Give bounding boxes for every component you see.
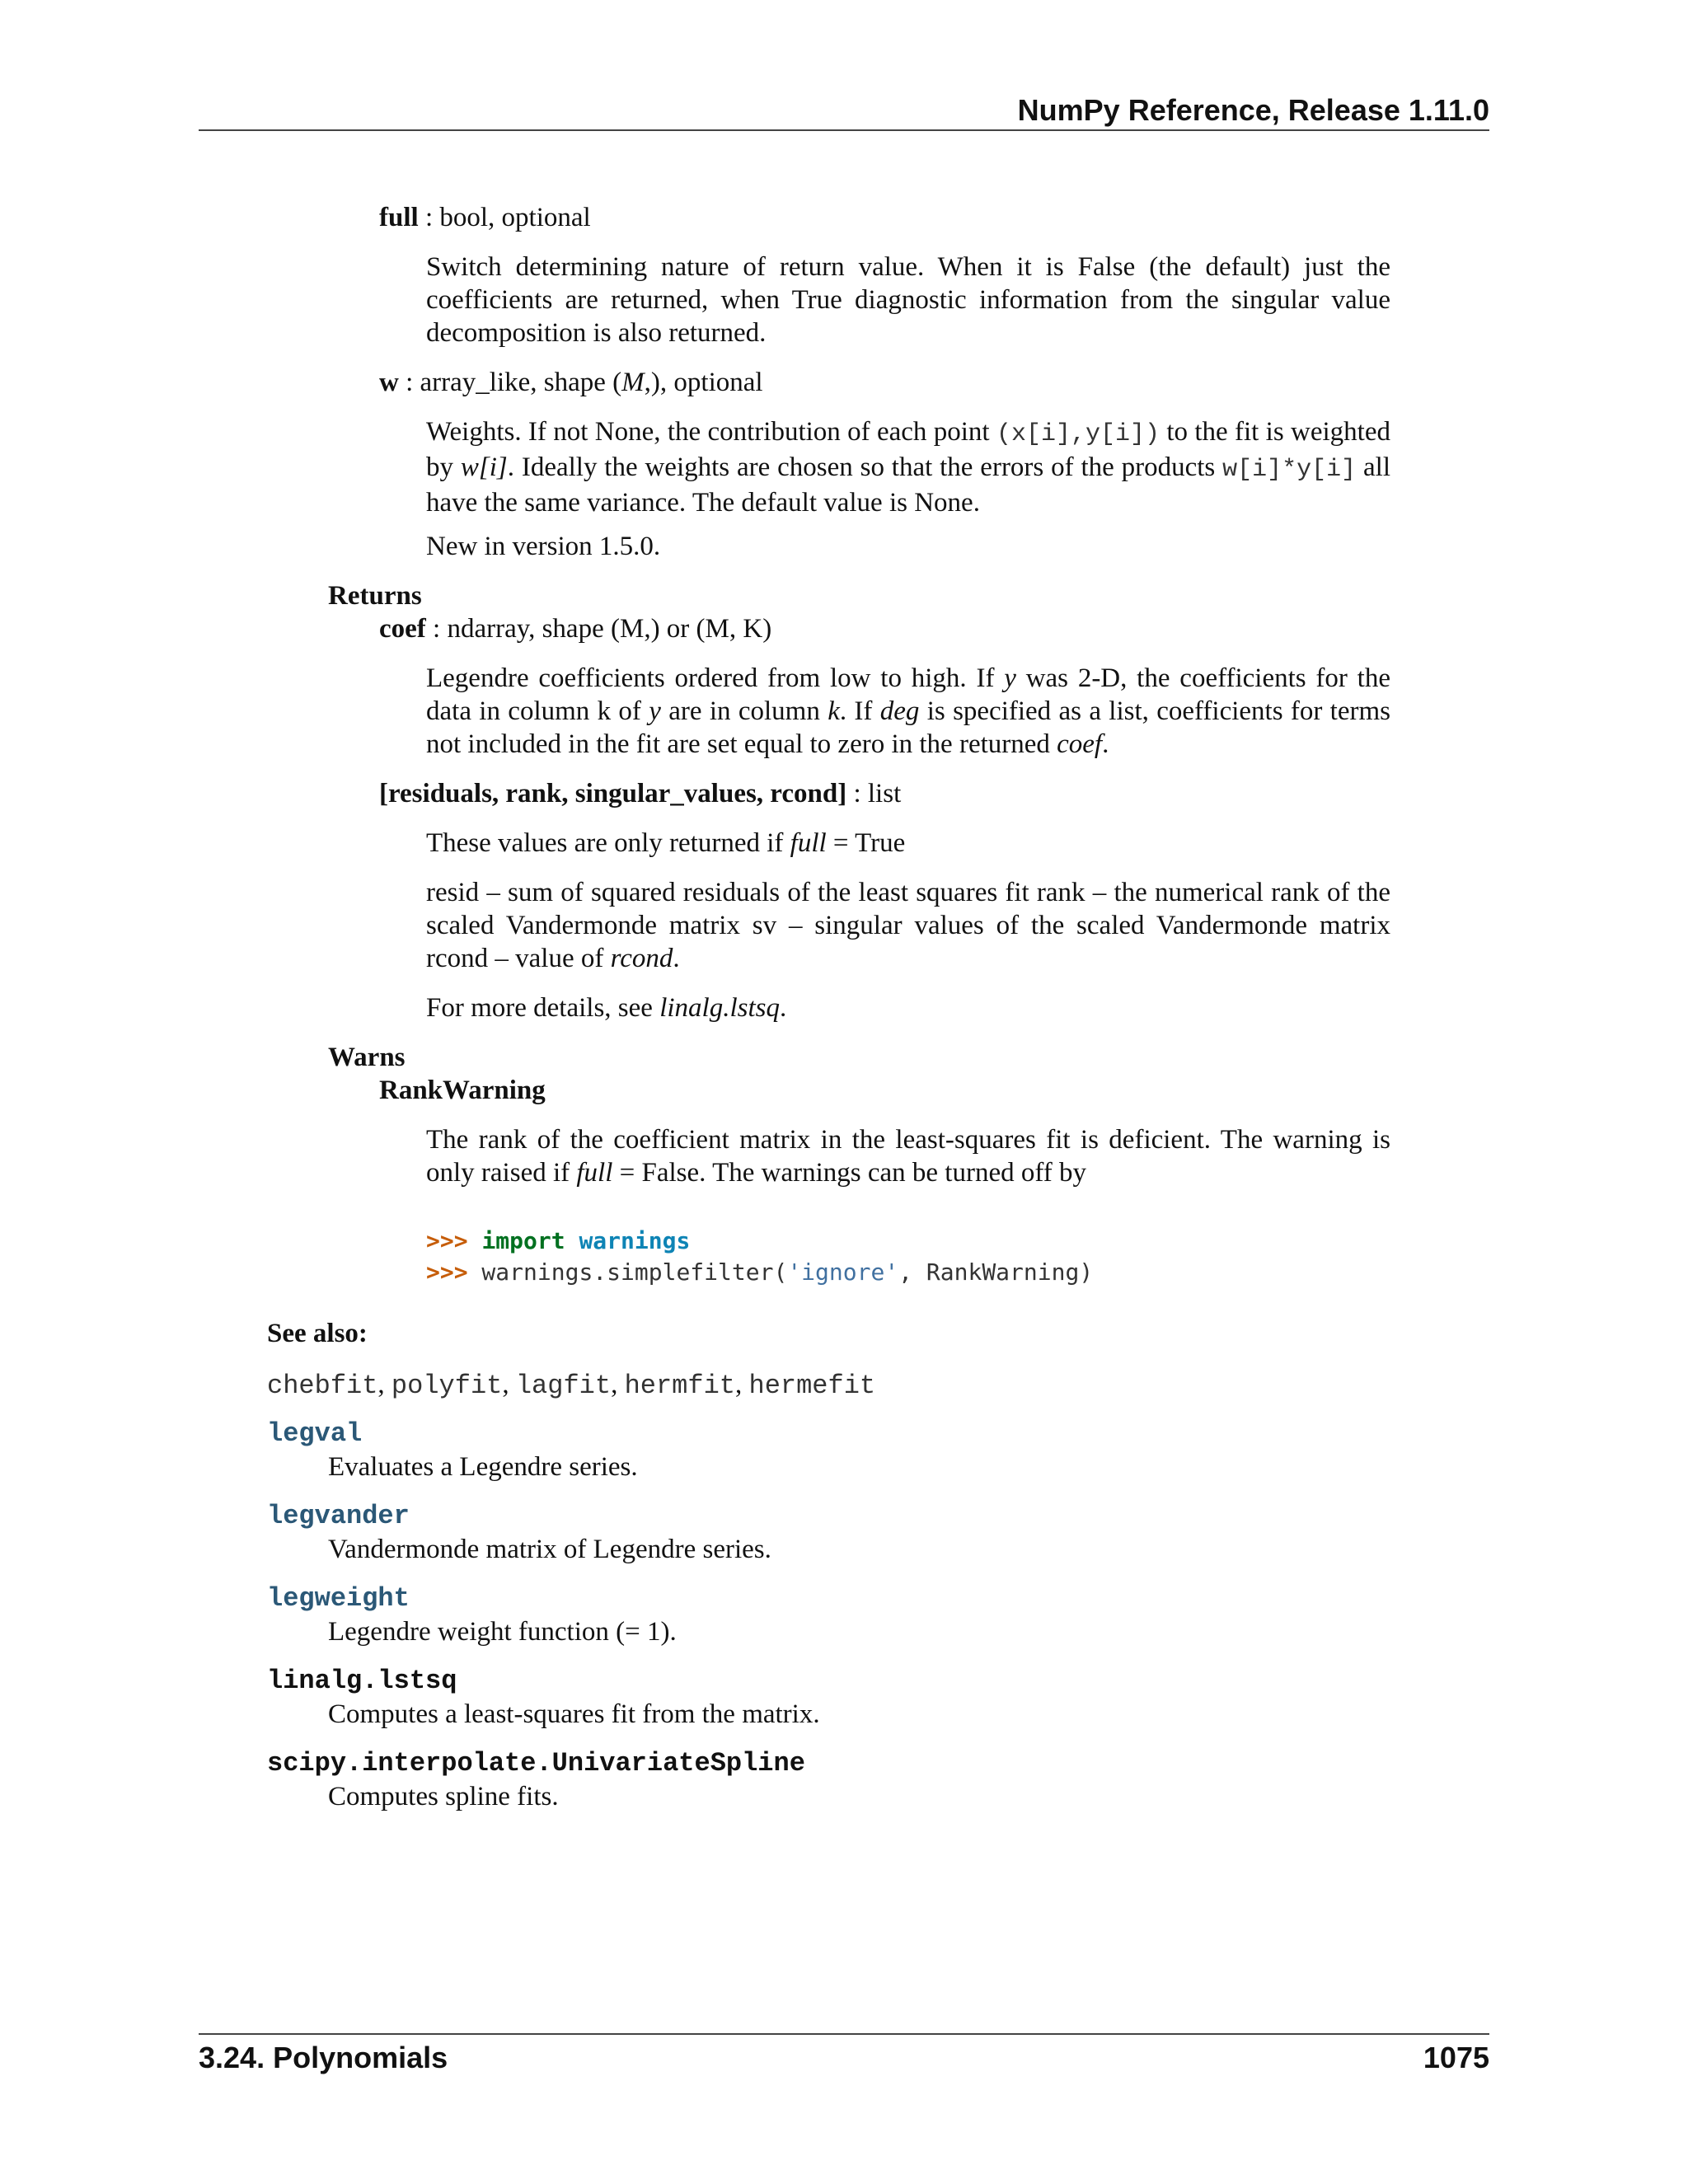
- param-full-type: : bool, optional: [418, 203, 591, 232]
- see-also-chebfit: chebfit: [267, 1371, 378, 1401]
- w-desc-code-2: w[i]*y[i]: [1222, 456, 1357, 484]
- running-header-title: NumPy Reference, Release 1.11.0: [1017, 93, 1489, 127]
- res-l2-post: .: [673, 944, 680, 973]
- see-also-link-legval[interactable]: legval: [267, 1418, 363, 1449]
- code-call-string: 'ignore': [787, 1258, 899, 1286]
- coef-desc-2: was 2-D, the coefficients for the data in column k of: [426, 663, 1390, 726]
- see-also-hermfit: hermfit: [624, 1371, 735, 1401]
- footer-page-number: 1075: [1423, 2041, 1489, 2074]
- coef-desc-y1: y: [1004, 663, 1016, 693]
- see-also-ref-linalg-lstsq: linalg.lstsq: [267, 1666, 457, 1696]
- warns-desc-full: full: [576, 1158, 613, 1188]
- res-l3-it: linalg.lstsq: [659, 993, 780, 1023]
- return-residuals-name: [residuals, rank, singular_values, rcond]: [379, 779, 847, 808]
- res-l1-post: = True: [826, 828, 906, 858]
- warns-desc-1: The rank of the coefficient matrix in the least-squares fit is deficient. The warning is only raised if: [426, 1125, 1390, 1188]
- w-desc-code-1: (x[i],y[i]): [996, 420, 1160, 448]
- code-line-2: [426, 1257, 1093, 1288]
- warns-heading: Warns: [328, 1043, 406, 1072]
- res-l3-post: .: [779, 993, 787, 1023]
- residuals-line-1: [426, 827, 905, 860]
- return-coef: [379, 612, 771, 645]
- see-also-hermefit: hermefit: [748, 1371, 876, 1401]
- return-coef-name: coef: [379, 614, 426, 644]
- returns-heading: Returns: [328, 581, 422, 611]
- coef-desc-1: Legendre coefficients ordered from low to high. If: [426, 663, 1005, 693]
- see-also-desc-legvander: Vandermonde matrix of Legendre series.: [328, 1535, 771, 1564]
- see-also-polyfit: polyfit: [391, 1371, 503, 1401]
- res-l1-pre: These values are only returned if: [426, 828, 790, 858]
- param-w-name: w: [379, 368, 399, 397]
- param-w-type-pre: : array_like, shape (: [398, 368, 622, 397]
- code-prompt-2: >>>: [426, 1258, 468, 1286]
- return-residuals: [379, 777, 901, 810]
- see-also-desc-legval: Evaluates a Legendre series.: [328, 1452, 638, 1482]
- warns-rankwarning: RankWarning: [379, 1076, 546, 1105]
- param-full-name: full: [379, 203, 419, 232]
- res-l2-it: rcond: [610, 944, 673, 973]
- w-desc-italic-1: w[i]: [460, 452, 508, 482]
- coef-desc-6: .: [1102, 729, 1109, 759]
- res-l1-it: full: [790, 828, 827, 858]
- see-also-lagfit: lagfit: [515, 1371, 612, 1401]
- residuals-line-3: [426, 991, 786, 1024]
- return-residuals-type: : list: [846, 779, 902, 808]
- coef-desc-5: is specified as a list, coefficients for terms not included in the fit are set equal to zero in the returned: [426, 696, 1391, 759]
- warns-desc-2: = False. The warnings can be turned off by: [612, 1158, 1086, 1188]
- w-desc-1: Weights. If not None, the contribution of each point: [426, 417, 996, 447]
- see-also-desc-linalg-lstsq: Computes a least-squares fit from the matrix.: [328, 1699, 820, 1729]
- res-l3-pre: For more details, see: [426, 993, 660, 1023]
- param-w-type-post: ,), optional: [644, 368, 763, 397]
- see-also-desc-univariatespline: Computes spline fits.: [328, 1782, 559, 1811]
- code-line-1: [426, 1226, 690, 1257]
- param-w-desc: [426, 415, 1390, 519]
- warns-desc: [426, 1123, 1390, 1189]
- return-coef-type: : ndarray, shape (M,) or (M, K): [425, 614, 772, 644]
- see-also-link-legweight[interactable]: legweight: [267, 1583, 410, 1614]
- coef-desc-y2: y: [649, 696, 661, 726]
- see-also-ref-univariatespline: scipy.interpolate.UnivariateSpline: [267, 1748, 805, 1779]
- param-w-type-italic: M: [621, 368, 645, 397]
- coef-desc-deg: deg: [879, 696, 920, 726]
- return-coef-desc: [426, 662, 1390, 761]
- w-desc-3: . Ideally the weights are chosen so that the errors of the products: [507, 452, 1223, 482]
- footer-rule: [199, 2033, 1489, 2035]
- w-desc-2: to the fit is weighted by: [426, 417, 1390, 482]
- param-full: [379, 201, 591, 234]
- param-w: [379, 366, 763, 399]
- res-l2-pre: resid – sum of squared residuals of the least squares fit rank – the numerical rank of the scaled Vandermonde matrix sv – singular values of the scaled Vandermonde matrix rcond – value of: [426, 878, 1390, 973]
- w-desc-4: all have the same variance. The default value is None.: [426, 452, 1390, 518]
- code-module-name: warnings: [579, 1227, 691, 1254]
- code-call-post: , RankWarning): [898, 1258, 1094, 1286]
- see-also-desc-legweight: Legendre weight function (= 1).: [328, 1617, 677, 1647]
- coef-desc-3: are in column: [660, 696, 828, 726]
- code-prompt-1: >>>: [426, 1227, 468, 1254]
- version-note: New in version 1.5.0.: [426, 532, 661, 561]
- residuals-line-2: [426, 876, 1390, 975]
- header-rule: [199, 129, 1489, 131]
- coef-desc-4: . If: [839, 696, 880, 726]
- code-call-pre: warnings.simplefilter(: [467, 1258, 788, 1286]
- param-full-desc: Switch determining nature of return value. When it is False (the default) just the coefficients are returned, when True diagnostic information from the singular value decomposition is also returned.: [426, 252, 1390, 348]
- see-also-link-legvander[interactable]: legvander: [267, 1501, 410, 1531]
- see-also-heading: See also:: [267, 1319, 368, 1348]
- footer-section: 3.24. Polynomials: [199, 2041, 448, 2074]
- coef-desc-coef: coef: [1057, 729, 1103, 759]
- see-also-list: chebfit, polyfit, lagfit, hermfit, hermefit: [267, 1370, 876, 1401]
- coef-desc-k: k: [828, 696, 840, 726]
- code-import-keyword: import: [481, 1227, 565, 1254]
